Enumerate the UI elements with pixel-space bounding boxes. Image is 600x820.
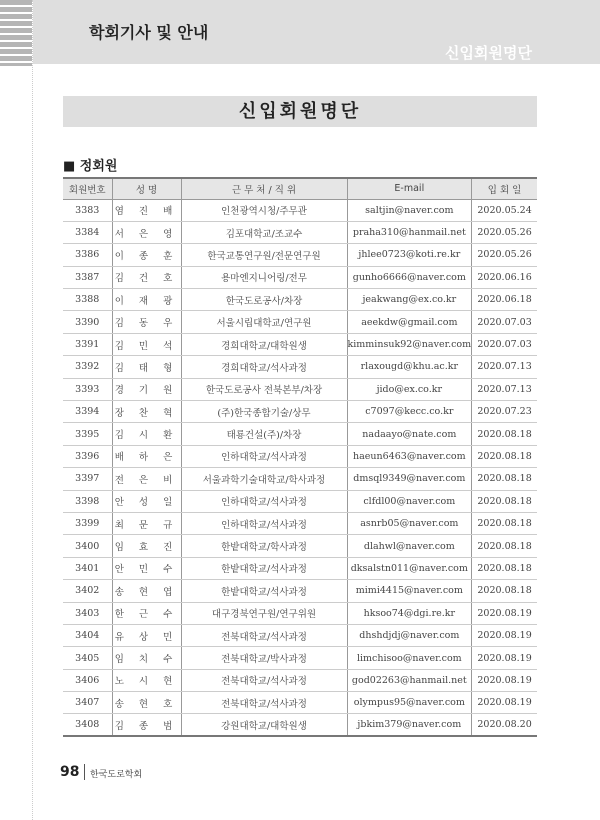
cell-join-date: 2020.07.13 [472, 356, 537, 378]
cell-affiliation: 한밭대학교/학사과정 [181, 535, 347, 557]
cell-member-no: 3393 [63, 378, 112, 400]
col-affiliation: 근 무 처 / 직 위 [181, 178, 347, 199]
table-row [63, 378, 537, 400]
cell-join-date: 2020.08.20 [472, 714, 537, 736]
cell-email: haeun6463@naver.com [347, 445, 472, 467]
cell-affiliation: 용마엔지니어링/전무 [181, 266, 347, 288]
section-title: 학회기사 및 안내 [89, 23, 209, 42]
cell-email: rlaxougd@khu.ac.kr [347, 356, 472, 378]
col-join-date: 입 회 일 [472, 178, 537, 199]
cell-join-date: 2020.08.18 [472, 490, 537, 512]
cell-member-no: 3388 [63, 289, 112, 311]
cell-name: 전 은 비 [112, 468, 181, 490]
publication-name: 한국도로학회 [90, 770, 143, 780]
cell-affiliation: 경희대학교/석사과정 [181, 356, 347, 378]
cell-email: jbkim379@naver.com [347, 714, 472, 736]
cell-member-no: 3395 [63, 423, 112, 445]
cell-affiliation: 한밭대학교/석사과정 [181, 557, 347, 579]
cell-name: 배 하 은 [112, 445, 181, 467]
cell-join-date: 2020.06.18 [472, 289, 537, 311]
cell-name: 김 건 호 [112, 266, 181, 288]
table-row [63, 669, 537, 691]
cell-join-date: 2020.07.23 [472, 401, 537, 423]
cell-email: praha310@hanmail.net [347, 221, 472, 243]
cell-member-no: 3408 [63, 714, 112, 736]
table-row [63, 401, 537, 423]
table-row [63, 289, 537, 311]
cell-name: 이 재 광 [112, 289, 181, 311]
cell-member-no: 3399 [63, 512, 112, 534]
cell-email: nadaayo@nate.com [347, 423, 472, 445]
table-row [63, 221, 537, 243]
cell-email: mimi4415@naver.com [347, 580, 472, 602]
cell-member-no: 3387 [63, 266, 112, 288]
cell-affiliation: 한국도로공사 전북본부/차장 [181, 378, 347, 400]
cell-name: 임 효 진 [112, 535, 181, 557]
table-row [63, 423, 537, 445]
cell-name: 김 민 석 [112, 333, 181, 355]
table-row [63, 624, 537, 646]
cell-join-date: 2020.08.18 [472, 512, 537, 534]
cell-email: clfdl00@naver.com [347, 490, 472, 512]
cell-join-date: 2020.06.16 [472, 266, 537, 288]
cell-name: 서 은 영 [112, 221, 181, 243]
cell-email: jhlee0723@koti.re.kr [347, 244, 472, 266]
cell-join-date: 2020.07.03 [472, 311, 537, 333]
cell-name: 이 종 훈 [112, 244, 181, 266]
table-row [63, 602, 537, 624]
cell-join-date: 2020.08.19 [472, 602, 537, 624]
table-row [63, 244, 537, 266]
cell-name: 유 상 민 [112, 624, 181, 646]
cell-affiliation: 김포대학교/조교수 [181, 221, 347, 243]
cell-email: limchisoo@naver.com [347, 647, 472, 669]
cell-affiliation: 인하대학교/석사과정 [181, 445, 347, 467]
cell-affiliation: 전북대학교/석사과정 [181, 624, 347, 646]
cell-member-no: 3396 [63, 445, 112, 467]
cell-affiliation: 인천광역시청/주무관 [181, 199, 347, 221]
cell-name: 송 현 엽 [112, 580, 181, 602]
cell-email: gunho6666@naver.com [347, 266, 472, 288]
table-row [63, 557, 537, 579]
page-header [33, 0, 600, 64]
cell-email: god02263@hanmail.net [347, 669, 472, 691]
page-title: 신입회원명단 [63, 96, 537, 127]
cell-name: 임 치 수 [112, 647, 181, 669]
cell-member-no: 3405 [63, 647, 112, 669]
cell-email: hksoo74@dgi.re.kr [347, 602, 472, 624]
table-row [63, 512, 537, 534]
cell-name: 최 문 규 [112, 512, 181, 534]
cell-join-date: 2020.08.18 [472, 445, 537, 467]
cell-email: asnrb05@naver.com [347, 512, 472, 534]
cell-member-no: 3406 [63, 669, 112, 691]
cell-member-no: 3383 [63, 199, 112, 221]
cell-affiliation: 서울과학기술대학교/학사과정 [181, 468, 347, 490]
table-row [63, 311, 537, 333]
col-email: E-mail [347, 178, 472, 199]
cell-email: dksalstn011@naver.com [347, 557, 472, 579]
cell-member-no: 3402 [63, 580, 112, 602]
cell-affiliation: 태룡건설(주)/차장 [181, 423, 347, 445]
cell-join-date: 2020.08.18 [472, 423, 537, 445]
cell-affiliation: 서울시립대학교/연구원 [181, 311, 347, 333]
cell-affiliation: (주)한국종합기술/상무 [181, 401, 347, 423]
cell-member-no: 3390 [63, 311, 112, 333]
cell-member-no: 3392 [63, 356, 112, 378]
table-row [63, 356, 537, 378]
cell-affiliation: 인하대학교/석사과정 [181, 512, 347, 534]
cell-affiliation: 인하대학교/석사과정 [181, 490, 347, 512]
cell-member-no: 3386 [63, 244, 112, 266]
footer-divider [84, 764, 85, 780]
cell-affiliation: 전북대학교/박사과정 [181, 647, 347, 669]
table-row [63, 468, 537, 490]
cell-join-date: 2020.07.03 [472, 333, 537, 355]
cell-email: jeakwang@ex.co.kr [347, 289, 472, 311]
decorative-stripes [0, 0, 32, 66]
cell-join-date: 2020.05.26 [472, 244, 537, 266]
cell-join-date: 2020.08.19 [472, 647, 537, 669]
cell-email: c7097@kecc.co.kr [347, 401, 472, 423]
cell-name: 한 근 수 [112, 602, 181, 624]
table-row [63, 199, 537, 221]
page-number: 98 [60, 764, 80, 780]
cell-email: dlahwl@naver.com [347, 535, 472, 557]
cell-affiliation: 경희대학교/대학원생 [181, 333, 347, 355]
table-header-row [63, 178, 537, 199]
cell-join-date: 2020.08.19 [472, 624, 537, 646]
cell-join-date: 2020.08.19 [472, 692, 537, 714]
table-row [63, 535, 537, 557]
cell-join-date: 2020.08.18 [472, 468, 537, 490]
margin-line [32, 0, 33, 820]
table-row [63, 692, 537, 714]
cell-join-date: 2020.08.18 [472, 580, 537, 602]
cell-name: 염 진 배 [112, 199, 181, 221]
cell-join-date: 2020.05.26 [472, 221, 537, 243]
cell-email: dhshdjdj@naver.com [347, 624, 472, 646]
cell-name: 경 기 원 [112, 378, 181, 400]
table-row [63, 333, 537, 355]
cell-name: 안 성 일 [112, 490, 181, 512]
cell-affiliation: 전북대학교/석사과정 [181, 669, 347, 691]
table-row [63, 445, 537, 467]
cell-member-no: 3407 [63, 692, 112, 714]
cell-name: 장 찬 혁 [112, 401, 181, 423]
cell-join-date: 2020.07.13 [472, 378, 537, 400]
member-table [63, 177, 537, 737]
cell-name: 김 동 우 [112, 311, 181, 333]
table-row [63, 490, 537, 512]
cell-affiliation: 한국도로공사/차장 [181, 289, 347, 311]
subsection-title: 신입회원명단 [445, 44, 532, 62]
cell-join-date: 2020.08.18 [472, 535, 537, 557]
cell-join-date: 2020.08.19 [472, 669, 537, 691]
table-row [63, 266, 537, 288]
table-row [63, 580, 537, 602]
cell-email: kimminsuk92@naver.com [347, 333, 472, 355]
col-member-no: 회원번호 [63, 178, 112, 199]
cell-member-no: 3394 [63, 401, 112, 423]
cell-member-no: 3400 [63, 535, 112, 557]
cell-affiliation: 한밭대학교/석사과정 [181, 580, 347, 602]
cell-name: 노 시 현 [112, 669, 181, 691]
cell-member-no: 3401 [63, 557, 112, 579]
table-row [63, 647, 537, 669]
cell-member-no: 3404 [63, 624, 112, 646]
cell-email: jido@ex.co.kr [347, 378, 472, 400]
cell-join-date: 2020.08.18 [472, 557, 537, 579]
cell-name: 김 시 환 [112, 423, 181, 445]
cell-affiliation: 대구경북연구원/연구위원 [181, 602, 347, 624]
cell-email: olympus95@naver.com [347, 692, 472, 714]
cell-affiliation: 한국교통연구원/전문연구원 [181, 244, 347, 266]
col-name: 성 명 [112, 178, 181, 199]
cell-join-date: 2020.05.24 [472, 199, 537, 221]
cell-name: 김 태 형 [112, 356, 181, 378]
cell-name: 송 현 호 [112, 692, 181, 714]
table-row [63, 714, 537, 736]
cell-email: dmsql9349@naver.com [347, 468, 472, 490]
cell-affiliation: 강원대학교/대학원생 [181, 714, 347, 736]
cell-name: 김 종 범 [112, 714, 181, 736]
cell-name: 안 민 수 [112, 557, 181, 579]
cell-member-no: 3384 [63, 221, 112, 243]
cell-member-no: 3391 [63, 333, 112, 355]
cell-member-no: 3398 [63, 490, 112, 512]
cell-email: saltjin@naver.com [347, 199, 472, 221]
cell-member-no: 3403 [63, 602, 112, 624]
cell-affiliation: 전북대학교/석사과정 [181, 692, 347, 714]
category-heading: ■ 정회원 [63, 159, 118, 174]
cell-member-no: 3397 [63, 468, 112, 490]
cell-email: aeekdw@gmail.com [347, 311, 472, 333]
